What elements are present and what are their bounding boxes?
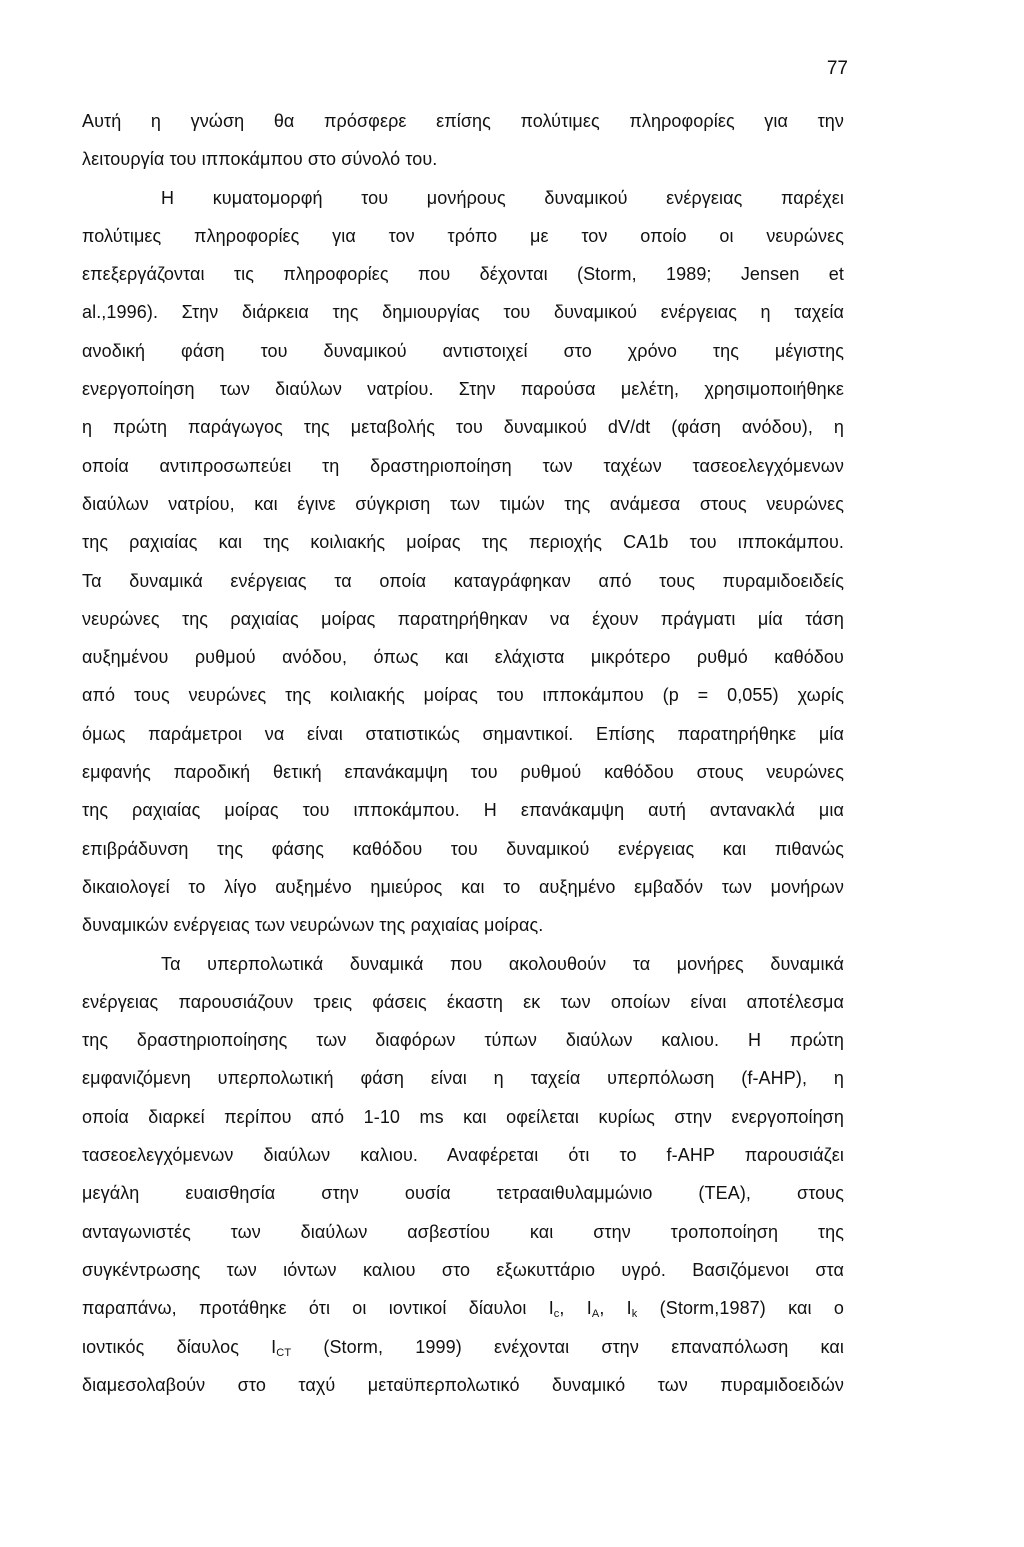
text-line: νευρώνες της ραχιαίας μοίρας παρατηρήθηκαν να έχουν πράγματι μία τάση: [82, 608, 844, 629]
text-line: διαύλων νατρίου, και έγινε σύγκριση των τιμών της ανάμεσα στους νευρώνες: [82, 493, 844, 514]
text-line: η πρώτη παράγωγος της μεταβολής του δυναμικού dV/dt (φάση ανόδου), η: [82, 417, 844, 438]
text-line: ανοδική φάση του δυναμικού αντιστοιχεί στο χρόνο της μέγιστης: [82, 340, 844, 361]
text-line: όμως παράμετροι να είναι στατιστικώς σημαντικοί. Επίσης παρατηρήθηκε μία: [82, 723, 844, 744]
text-line: της δραστηριοποίησης των διαφόρων τύπων διαύλων καλιου. Η πρώτη: [82, 1030, 844, 1051]
text-line: συγκέντρωσης των ιόντων καλιου στο εξωκυττάριο υγρό. Βασιζόμενοι στα: [82, 1259, 844, 1280]
text-segment: , I: [599, 1298, 632, 1319]
text-line: επεξεργάζονται τις πληροφορίες που δέχονται (Storm, 1989; Jensen et: [82, 264, 844, 285]
text-line: τασεοελεγχόμενων διαύλων καλιου. Αναφέρεται ότι το f-AHP παρουσιάζει: [82, 1145, 844, 1166]
text-line: μεγάλη ευαισθησία στην ουσία τετρααιθυλαμμώνιο (TEA), στους: [82, 1183, 844, 1204]
text-line: Αυτή η γνώση θα πρόσφερε επίσης πολύτιμες πληροφορίες για την: [82, 111, 844, 131]
text-line: εμφανής παροδική θετική επανάκαμψη του ρυθμού καθόδου στους νευρώνες: [82, 762, 844, 783]
text-line: Τα υπερπολωτικά δυναμικά που ακολουθούν τα μονήρες δυναμικά: [161, 953, 844, 974]
subscript: c: [553, 1308, 560, 1321]
text-segment: ιοντικός δίαυλος I: [82, 1336, 277, 1357]
text-line: [82, 1289, 844, 1327]
text-line: διαμεσολαβούν στο ταχύ μεταϋπερπολωτικό δυναμικό των πυραμιδοειδών: [82, 1374, 844, 1395]
text-line: [82, 1328, 844, 1366]
text-line: λειτουργία του ιπποκάμπου στο σύνολό του.: [82, 149, 438, 170]
text-line: ανταγωνιστές των διαύλων ασβεστίου και στην τροποποίηση της: [82, 1221, 844, 1242]
subscript: k: [631, 1308, 638, 1321]
text-segment: (Storm, 1999) ενέχονται στην επαναπόλωση και: [291, 1336, 844, 1357]
text-line: εμφανιζόμενη υπερπολωτική φάση είναι η ταχεία υπερπόλωση (f-AHP), η: [82, 1068, 844, 1089]
text-line: Η κυματομορφή του μονήρους δυναμικού ενέργειας παρέχει: [161, 187, 844, 208]
text-line: ενέργειας παρουσιάζουν τρεις φάσεις έκαστη εκ των οποίων είναι αποτέλεσμα: [82, 991, 844, 1012]
text-line: πολύτιμες πληροφορίες για τον τρόπο με τον οποίο οι νευρώνες: [82, 225, 844, 246]
text-segment: (Storm,1987) και ο: [637, 1298, 844, 1319]
text-line: της ραχιαίας μοίρας του ιπποκάμπου. Η επανάκαμψη αυτή αντανακλά μια: [82, 800, 844, 821]
text-line: της ραχιαίας και της κοιλιακής μοίρας της περιοχής CA1b του ιπποκάμπου.: [82, 532, 844, 553]
text-line: από τους νευρώνες της κοιλιακής μοίρας του ιπποκάμπου (p = 0,055) χωρίς: [82, 685, 844, 706]
text-line: Τα δυναμικά ενέργειας τα οποία καταγράφηκαν από τους πυραμιδοειδείς: [82, 570, 844, 591]
subscript: A: [591, 1308, 600, 1321]
body-text: [82, 102, 844, 1404]
text-line: δικαιολογεί το λίγο αυξημένο ημιεύρος και το αυξημένο εμβαδόν των μονήρων: [82, 876, 844, 897]
subscript: CT: [276, 1346, 292, 1359]
text-line: επιβράδυνση της φάσης καθόδου του δυναμικού ενέργειας και πιθανώς: [82, 838, 844, 859]
text-line: δυναμικών ενέργειας των νευρώνων της ραχιαίας μοίρας.: [82, 915, 544, 936]
text-line: οποία διαρκεί περίπου από 1-10 ms και οφείλεται κυρίως στην ενεργοποίηση: [82, 1106, 844, 1127]
text-line: ενεργοποίηση των διαύλων νατρίου. Στην παρούσα μελέτη, χρησιμοποιήθηκε: [82, 379, 844, 400]
text-segment: παραπάνω, προτάθηκε ότι οι ιοντικοί δίαυλοι I: [82, 1298, 554, 1319]
text-line: al.,1996). Στην διάρκεια της δημιουργίας του δυναμικού ενέργειας η ταχεία: [82, 302, 844, 323]
text-line: αυξημένου ρυθμού ανόδου, όπως και ελάχιστα μικρότερο ρυθμό καθόδου: [82, 647, 844, 668]
page-number: 77: [826, 58, 848, 79]
text-line: οποία αντιπροσωπεύει τη δραστηριοποίηση των ταχέων τασεοελεγχόμενων: [82, 455, 844, 476]
text-segment: , I: [559, 1298, 592, 1319]
